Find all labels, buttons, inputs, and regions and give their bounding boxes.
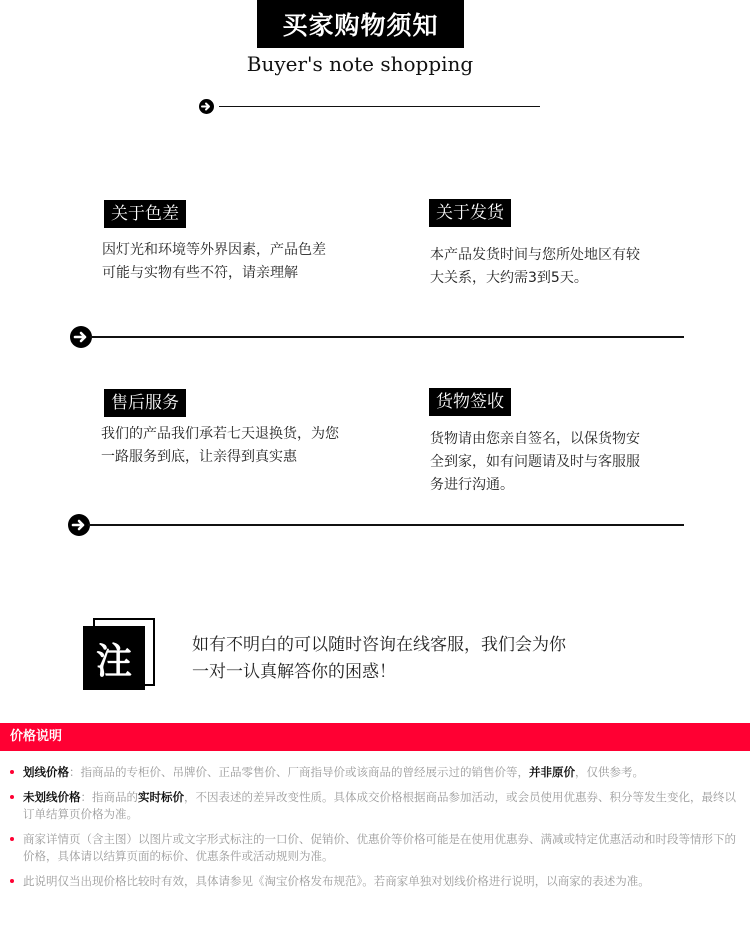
text-part: 商家详情页（含主图）以图片或文字形式标注的一口价、促销价、优惠价等价格可能是在使用优惠券、满减或特定优惠活动和时段等情形下的价格，具体请以结算页面的标价、优惠条件或活动规则为准。 xyxy=(23,832,736,863)
delivery-signing-text xyxy=(430,428,700,497)
tag-color-difference: 关于色差 xyxy=(104,200,186,228)
emphasis: 并非原价 xyxy=(529,765,575,779)
text-line: 本产品发货时间与您所处地区有较 xyxy=(430,247,640,263)
color-difference-text xyxy=(102,239,372,285)
list-item xyxy=(10,764,740,781)
text-part: ：指商品的 xyxy=(80,790,138,804)
text-line: 一对一认真解答你的困惑！ xyxy=(192,662,396,682)
shipping-text xyxy=(430,244,700,290)
bullet-icon xyxy=(10,795,14,799)
arrow-right-circle-icon xyxy=(199,99,214,114)
term-label: 划线价格 xyxy=(23,765,69,779)
text-part: ：指商品的专柜价、吊牌价、正品零售价、厂商指导价或该商品的曾经展示过的销售价等， xyxy=(69,765,529,779)
list-item xyxy=(10,873,740,890)
arrow-right-circle-icon xyxy=(70,326,92,348)
text-line: 我们的产品我们承若七天退换货，为您 xyxy=(101,426,339,442)
page-subtitle: Buyer's note shopping xyxy=(246,52,474,76)
page-title: 买家购物须知 xyxy=(257,0,464,48)
tag-shipping: 关于发货 xyxy=(429,199,511,227)
separator-2 xyxy=(68,514,684,536)
list-item xyxy=(10,789,740,823)
text-line: 因灯光和环境等外界因素，产品色差 xyxy=(102,242,326,258)
text-part: 此说明仅当出现价格比较时有效，具体请参见《淘宝价格发布规范》。若商家单独对划线价格进行说明，以商家的表述为准。 xyxy=(23,874,650,888)
separator-top xyxy=(199,99,540,115)
emphasis: 实时标价 xyxy=(138,790,184,804)
note-text xyxy=(192,632,612,686)
tag-after-sales: 售后服务 xyxy=(104,389,186,417)
bullet-icon xyxy=(10,837,14,841)
text-line: 务进行沟通。 xyxy=(430,477,514,493)
text-part: ，仅供参考。 xyxy=(575,765,644,779)
after-sales-text xyxy=(101,423,381,469)
separator-1 xyxy=(70,326,684,348)
text-part: ，不因表述的差异改变性质。具体成交价格根据商品参加活动，或会员使用优惠券、积分等发生变化，最终以订单结算页价格为准。 xyxy=(23,790,736,821)
text-line: 如有不明白的可以随时咨询在线客服，我们会为你 xyxy=(192,635,566,655)
text-line: 全到家，如有问题请及时与客服服 xyxy=(430,454,640,470)
tag-delivery-signing: 货物签收 xyxy=(429,388,511,416)
list-item xyxy=(10,831,740,865)
text-line: 大关系，大约需3到5天。 xyxy=(430,270,588,286)
bullet-icon xyxy=(10,770,14,774)
text-line: 可能与实物有些不符，请亲理解 xyxy=(102,265,298,281)
arrow-right-circle-icon xyxy=(68,514,90,536)
note-icon: 注 xyxy=(83,626,145,690)
price-explanation-list xyxy=(10,764,740,898)
price-explanation-header: 价格说明 xyxy=(0,723,750,751)
term-label: 未划线价格 xyxy=(23,790,81,804)
text-line: 一路服务到底，让亲得到真实惠 xyxy=(101,449,297,465)
text-line: 货物请由您亲自签名，以保货物安 xyxy=(430,431,640,447)
bullet-icon xyxy=(10,879,14,883)
